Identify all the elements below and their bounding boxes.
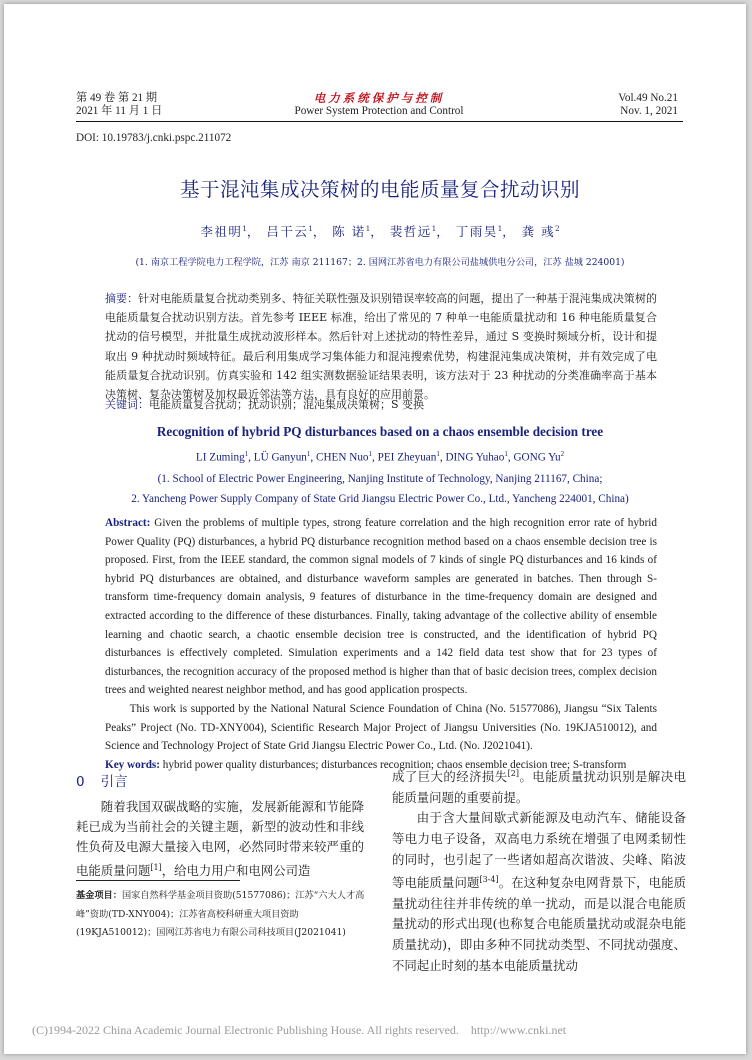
header-rule xyxy=(76,121,683,122)
author-affiliation-mark: 1 xyxy=(436,450,440,458)
affiliation-en-line: (1. School of Electric Power Engineering, Nanjing Institute of Technology, Nanjing 211167, China; xyxy=(157,473,603,485)
citation-ref[interactable]: [1] xyxy=(150,862,162,872)
copyright-text: (C)1994-2022 China Academic Journal Electronic Publishing House. All rights reserved. xyxy=(32,1023,459,1037)
author: 陈 诺 xyxy=(332,224,366,239)
author-affiliation-mark: 1 xyxy=(368,450,373,458)
footnote-rule xyxy=(76,880,240,881)
abstract-en-body xyxy=(105,514,657,700)
footnote-funding xyxy=(76,887,366,943)
author-affiliation-mark: 1 xyxy=(306,450,311,458)
cnki-link[interactable]: http://www.cnki.net xyxy=(470,1023,567,1037)
body-text: 成了巨大的经济损失 xyxy=(392,769,508,785)
title-en: Recognition of hybrid PQ disturbances based on a chaos ensemble decision tree xyxy=(156,424,604,439)
author: LÜ Ganyun xyxy=(253,451,307,464)
author: 龚 彧 xyxy=(521,224,556,239)
body-text: 。在这种复杂电网背景下，电能质量扰动往往并非传统的单一扰动，而是以混合电能质量扰动的形式出现(也称复合电能质量扰动或混杂电能质量扰动)，即由多种不同扰动类型、不同扰动强度、不同起止时刻的基本电能质量扰动 xyxy=(392,875,687,973)
body-text: 由于含大量间歇式新能源及电动汽车、储能设备等电力电子设备，双高电力系统在增强了电网柔韧性的同时，也引起了一些诸如超高次谐波、尖峰、陷波等电能质量问题 xyxy=(392,810,686,891)
affiliation-en xyxy=(64,470,696,509)
author: 李祖明 xyxy=(200,224,243,239)
header-center xyxy=(254,92,504,118)
author: 裴哲远 xyxy=(389,224,432,239)
author-affiliation-mark: 2 xyxy=(555,224,560,233)
authors-en: LI Zuming$^1$, LÜ Ganyun$^1$, CHEN Nuo$^1$, PEI Zheyuan$^1$, DING Yuhao$^1$, GONG Yu$^2$ xyxy=(195,450,565,464)
authors-cn: 李祖明$^1$， 吕干云$^1$， 陈 诺$^1$， 裴哲远$^1$， 丁雨昊$^1$， 龚 彧$^2$ xyxy=(200,224,560,239)
keywords-cn xyxy=(105,395,657,414)
header-left xyxy=(76,92,162,118)
date-en: Nov. 1, 2021 xyxy=(620,105,678,117)
doi: DOI: 10.19783/j.cnki.pspc.211072 xyxy=(76,132,232,144)
body-text: 。电能质量扰动识别是解决电能质量问题的重要前提。 xyxy=(392,769,687,805)
footnote-text: 国家自然科学基金项目资助(51577086)；江苏“六大人才高峰”资助(TD-XNY004)；江苏省高校科研重大项目资助(19KJA510012)；国网江苏省电力有限公司科技项目(J2021041) xyxy=(76,890,365,938)
author: DING Yuhao xyxy=(445,451,505,464)
citation-ref[interactable]: [3-4] xyxy=(479,875,499,885)
author: CHEN Nuo xyxy=(316,451,369,464)
author: GONG Yu xyxy=(513,451,561,464)
section-number: 0 xyxy=(76,774,85,790)
body-paragraph xyxy=(392,808,686,976)
keywords-en-label: Key words: xyxy=(105,758,160,771)
author-affiliation-mark: 1 xyxy=(365,224,371,233)
citation-ref[interactable]: [2] xyxy=(507,769,519,778)
author: 吕干云 xyxy=(266,224,309,239)
abstract-en xyxy=(105,514,657,774)
body-column-left xyxy=(76,797,364,881)
author-affiliation-mark: 2 xyxy=(560,450,565,458)
author-affiliation-mark: 1 xyxy=(244,450,249,458)
footnote-label: 基金项目： xyxy=(76,890,122,901)
body-column-right xyxy=(392,764,686,976)
section-title: 引言 xyxy=(100,774,128,790)
funding-statement-en: This work is supported by the National Natural Science Foundation of China (No. 51577086), Jiangsu “Six Talents Peaks” Project (No. TD-XNY004), Scientific Research Major Project of Jiangsu Universities (No. 19KJA510012), and Science and Technology Project of State Grid Jiangsu Electric Power Co., Ltd. (No. J2021041). xyxy=(105,702,657,753)
abstract-cn-text: 针对电能质量复合扰动类别多、特征关联性强及识别错误率较高的问题，提出了一种基于混沌集成决策树的电能质量复合扰动识别方法。首先参考 IEEE 标准，给出了常见的 7 种单一电能质量扰动和 16 种电能质量复合扰动的信号模型，并批量生成扰动波形样本。然后针对上述扰动的特性差异，通过 S 变换时频域分析，设计和提取出 9 种扰动时频域特征。最后利用集成学习集体能力和混沌搜索优势，构建混沌集成决策树，并有效完成了电能质量复合扰动识别。仿真实验和 142 组实测数据验证结果表明，该方法对于 23 种扰动的分类准确率高于基本决策树、复杂决策树及加权最近邻法等方法，具有良好的应用前景。 xyxy=(105,292,657,402)
journal-name-cn: 电力系统保护与控制 xyxy=(313,91,445,105)
author: PEI Zheyuan xyxy=(377,451,437,464)
keywords-cn-label: 关键词： xyxy=(105,398,149,411)
body-text: 随着我国双碳战略的实施，发展新能源和节能降耗已成为当前社会的关键主题，新型的波动性和非线性负荷及电源大量接入电网，必然同时带来较严重的电能质量问题 xyxy=(76,799,364,878)
affiliation-cn: (1. 南京工程学院电力工程学院，江苏 南京 211167；2. 国网江苏省电力有限公司盐城供电分公司，江苏 盐城 224001) xyxy=(135,257,625,268)
section-heading xyxy=(76,770,128,790)
title-cn: 基于混沌集成决策树的电能质量复合扰动识别 xyxy=(179,178,580,201)
author-affiliation-mark: 1 xyxy=(497,224,503,233)
journal-name-en: Power System Protection and Control xyxy=(294,105,464,117)
author: LI Zuming xyxy=(195,451,245,464)
body-text: ，给电力用户和电网公司造 xyxy=(161,862,311,878)
body-paragraph xyxy=(392,764,686,808)
abstract-cn-label: 摘要： xyxy=(105,292,139,305)
keywords-cn-text: 电能质量复合扰动；扰动识别；混沌集成决策树；S 变换 xyxy=(149,398,425,411)
date-cn: 2021 年 11 月 1 日 xyxy=(76,105,163,117)
copyright-footer xyxy=(32,1023,566,1038)
author-affiliation-mark: 1 xyxy=(504,450,508,458)
author-affiliation-mark: 1 xyxy=(308,224,313,233)
author: 丁雨昊 xyxy=(455,224,498,239)
affiliation-en-line: 2. Yancheng Power Supply Company of State Grid Jiangsu Electric Power Co., Ltd., Yancheng 224001, China) xyxy=(131,492,629,505)
volume-cn: 第 49 卷 第 21 期 xyxy=(76,92,158,104)
keywords-en-text: hybrid power quality disturbances; disturbances recognition; chaos ensemble decision tree; S-transform xyxy=(162,758,627,771)
abstract-en-label: Abstract: xyxy=(105,517,151,529)
abstract-cn xyxy=(105,289,657,404)
author-affiliation-mark: 1 xyxy=(431,224,437,233)
author-affiliation-mark: 1 xyxy=(242,224,247,233)
abstract-en-text: Given the problems of multiple types, strong feature correlation and the high recognition error rate of hybrid Power Quality (PQ) disturbances, a hybrid PQ disturbance recognition method based on a chaos ensemble decision tree is proposed. First, from the IEEE standard, the common signal models of 7 kinds of single PQ disturbances and 16 kinds of hybrid PQ disturbances are obtained, and disturbance waveform samples are generated in batches. Then through S-transform time-frequency domain analysis, 9 features of disturbance in the time-frequency domain are designed and extracted according to the difference of these disturbances. Finally, taking advantage of the collective ability of ensemble learning and chaotic search, a chaotic ensemble decision tree is constructed, and the identification of hybrid PQ disturbances is effectively completed. Simulation experiments and a 142 field data test show that for 23 types of disturbances, the recognition accuracy of the proposed method is higher than that of basic decision trees, complex decision trees and weighted nearest neighbor method, and has good application prospects. xyxy=(105,517,658,697)
volume-en: Vol.49 No.21 xyxy=(618,92,678,104)
header-right xyxy=(618,92,678,118)
paper-page xyxy=(4,4,746,1054)
